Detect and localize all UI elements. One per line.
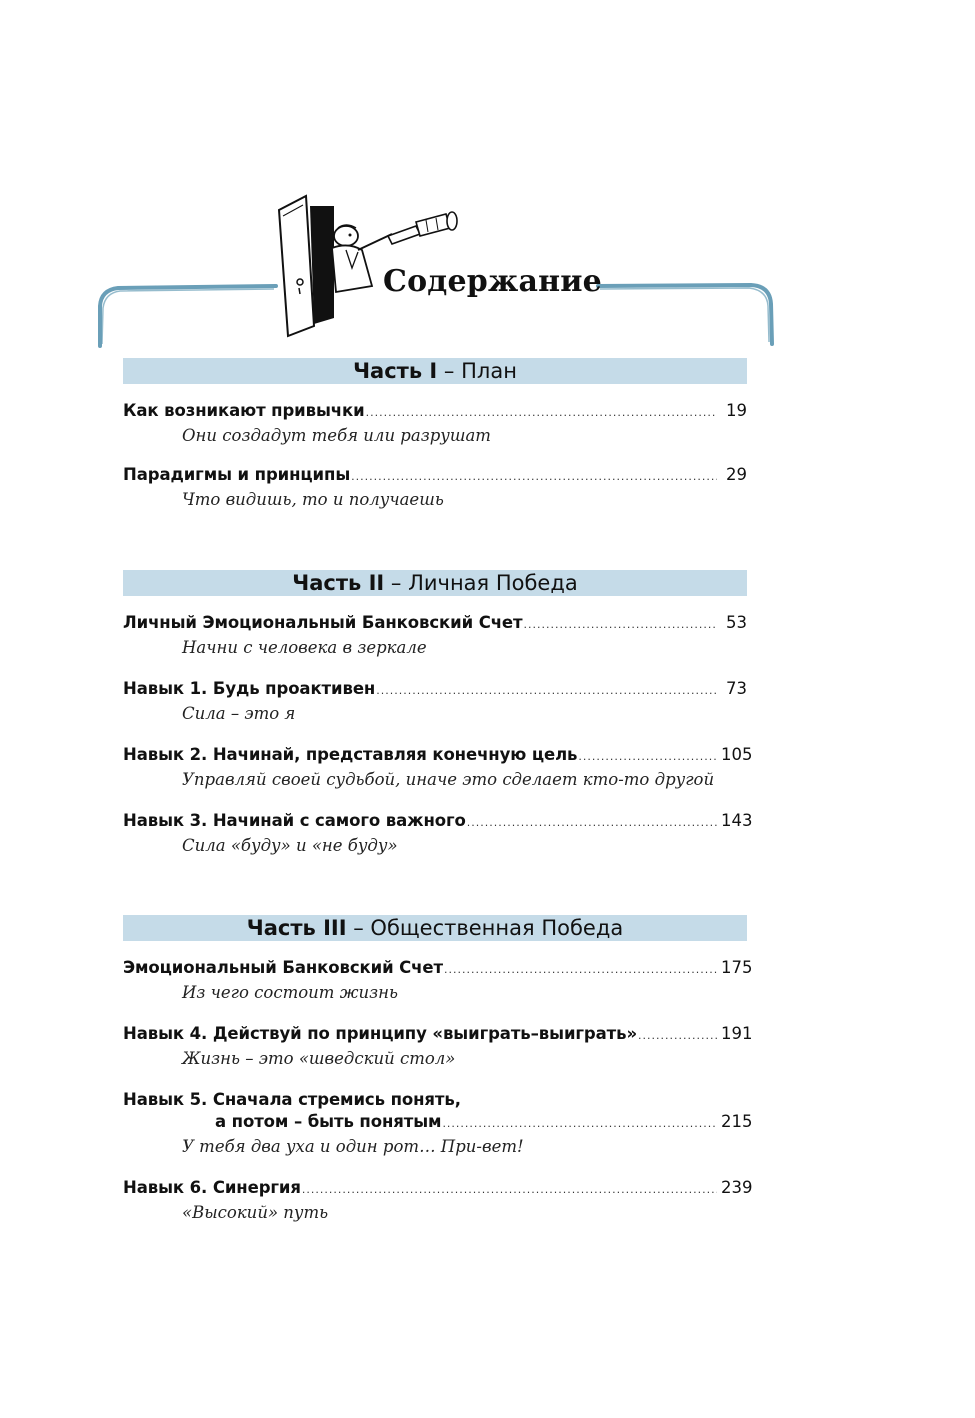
entry-subtitle: Они создадут тебя или разрушат (182, 426, 491, 445)
dot-leader (376, 680, 717, 702)
entry-subtitle: Жизнь – это «шведский стол» (182, 1049, 456, 1068)
dot-leader (638, 1025, 717, 1047)
entry-title[interactable]: Навык 6. Синергия (123, 1178, 301, 1197)
toc-entry[interactable] (123, 1089, 753, 1159)
toc-entry[interactable] (123, 678, 747, 726)
dot-leader (444, 959, 717, 981)
part-dash: – (346, 916, 371, 940)
entry-title[interactable]: Навык 5. Сначала стремись понять, (123, 1090, 461, 1109)
page-number: 105 (721, 745, 753, 764)
toc-entry[interactable] (123, 1177, 753, 1225)
part-number: Часть II (292, 571, 385, 595)
page-number: 29 (726, 465, 747, 484)
entry-subtitle: Управляй своей судьбой, иначе это сделает кто-то другой (182, 770, 715, 789)
part-title: Личная Победа (408, 571, 578, 595)
part-number: Часть I (353, 359, 438, 383)
part-title: План (461, 359, 517, 383)
page-title: Содержание (383, 264, 602, 299)
entry-title[interactable]: Парадигмы и принципы (123, 465, 351, 484)
entry-title-continued[interactable]: а потом – быть понятым (215, 1112, 442, 1131)
toc-entry[interactable] (123, 1023, 753, 1071)
frame-line-left (100, 286, 276, 346)
page-number: 175 (721, 958, 753, 977)
page-number: 215 (721, 1112, 753, 1131)
dot-leader (442, 1113, 717, 1135)
part-title: Общественная Победа (370, 916, 624, 940)
part-band (123, 915, 747, 941)
page-number: 19 (726, 401, 747, 420)
part-number: Часть III (246, 916, 347, 940)
page-number: 73 (726, 679, 747, 698)
entry-title[interactable]: Навык 1. Будь проактивен (123, 679, 376, 698)
entry-title[interactable]: Навык 2. Начинай, представляя конечную цель (123, 745, 578, 764)
table-of-contents (123, 358, 753, 1225)
toc-entry[interactable] (123, 464, 747, 512)
dot-leader (351, 466, 717, 488)
entry-subtitle: Что видишь, то и получаешь (182, 490, 444, 509)
entry-subtitle: «Высокий» путь (182, 1203, 329, 1222)
entry-subtitle: Из чего состоит жизнь (182, 983, 398, 1002)
dot-leader (366, 402, 717, 424)
entry-title[interactable]: Навык 4. Действуй по принципу «выиграть–выиграть» (123, 1024, 638, 1043)
door-icon (279, 196, 334, 336)
dot-leader (578, 746, 717, 768)
entry-subtitle: Сила «буду» и «не буду» (182, 836, 398, 855)
entry-subtitle: У тебя два уха и один рот… При-вет! (182, 1137, 524, 1156)
part-band (123, 358, 747, 384)
part-1 (123, 358, 747, 512)
entry-title[interactable]: Навык 3. Начинай с самого важного (123, 811, 466, 830)
entry-subtitle: Сила – это я (182, 704, 296, 723)
entry-title[interactable]: Эмоциональный Банковский Счет (123, 958, 443, 977)
toc-entry[interactable] (123, 400, 747, 448)
dot-leader (302, 1179, 717, 1201)
page-number: 191 (721, 1024, 753, 1043)
toc-entry[interactable] (123, 957, 753, 1005)
part-dash: – (384, 571, 409, 595)
toc-entry[interactable] (123, 612, 747, 660)
frame-line-right (598, 285, 772, 344)
toc-entry[interactable] (123, 744, 753, 792)
dot-leader (523, 614, 717, 636)
part-dash: – (437, 359, 462, 383)
entry-subtitle: Начни с человека в зеркале (182, 638, 427, 657)
page-number: 143 (721, 811, 753, 830)
part-2 (123, 570, 753, 858)
toc-entry[interactable] (123, 810, 753, 858)
dot-leader (467, 812, 717, 834)
part-band (123, 570, 747, 596)
part-3 (123, 915, 753, 1225)
page-number: 239 (721, 1178, 753, 1197)
entry-title[interactable]: Как возникают привычки (123, 401, 365, 420)
page-number: 53 (726, 613, 747, 632)
entry-title[interactable]: Личный Эмоциональный Банковский Счет (123, 613, 523, 632)
